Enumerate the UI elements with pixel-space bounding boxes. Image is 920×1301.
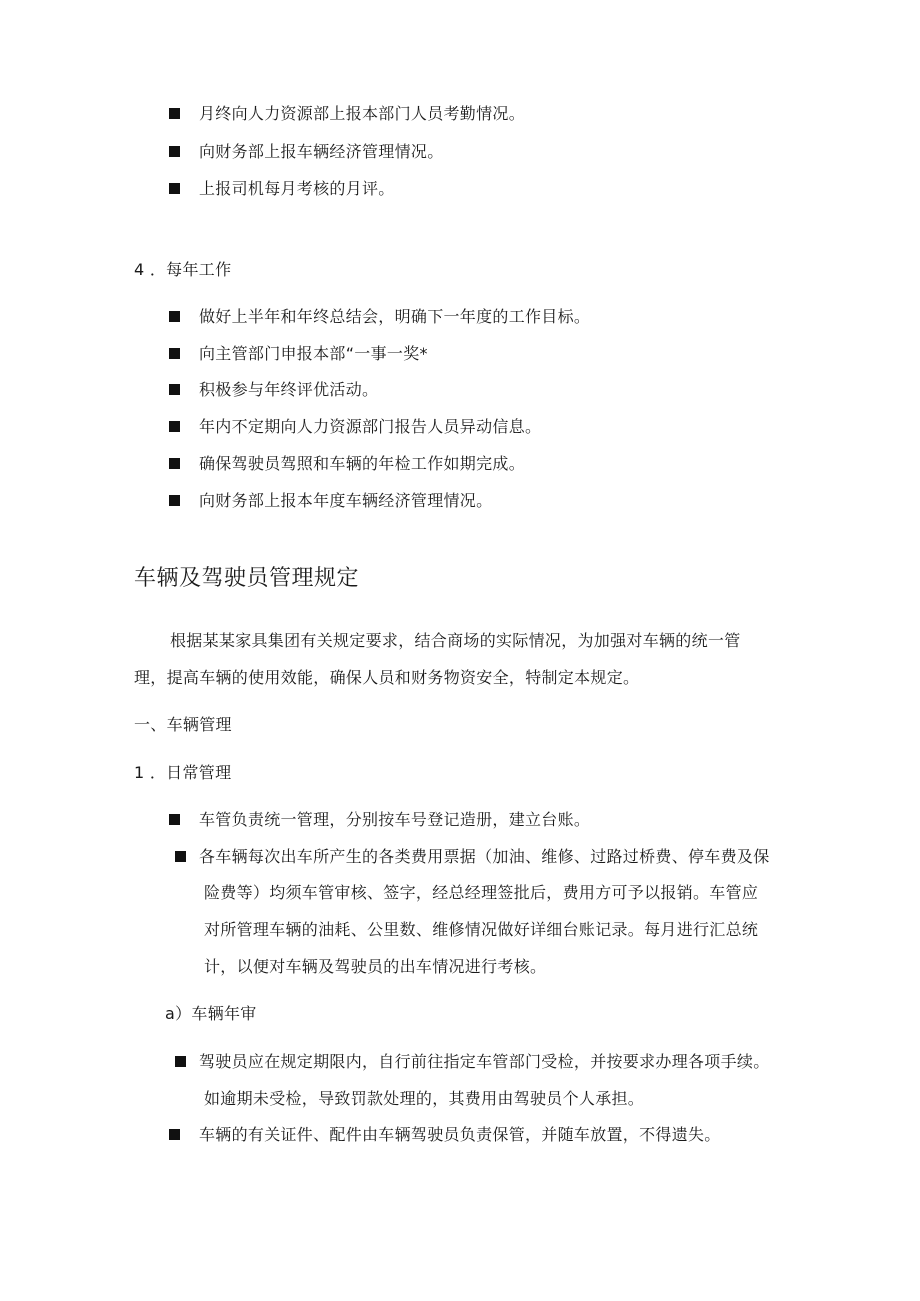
square-bullet-icon (169, 146, 180, 157)
square-bullet-icon (175, 1056, 186, 1067)
list-item-line: 如逾期未受检，导致罚款处理的，其费用由驾驶员个人承担。 (204, 1089, 645, 1108)
list-item: 做好上半年和年终总结会，明确下一年度的工作目标。 (199, 307, 591, 326)
subsection-heading: 1 ．日常管理 (134, 763, 232, 782)
section-heading: 一、车辆管理 (134, 715, 232, 734)
square-bullet-icon (169, 311, 180, 322)
list-item: 向财务部上报本年度车辆经济管理情况。 (199, 491, 493, 510)
square-bullet-icon (175, 851, 186, 862)
list-item: 月终向人力资源部上报本部门人员考勤情况。 (199, 104, 526, 123)
square-bullet-icon (169, 183, 180, 194)
square-bullet-icon (169, 495, 180, 506)
intro-line: 理，提高车辆的使用效能，确保人员和财务物资安全，特制定本规定。 (134, 668, 640, 687)
yearly-heading: 4 ．每年工作 (134, 260, 232, 279)
square-bullet-icon (169, 384, 180, 395)
list-item: 上报司机每月考核的月评。 (199, 179, 395, 198)
list-item-line: 险费等）均须车管审核、签字，经总经理签批后，费用方可予以报销。车管应 (204, 883, 759, 902)
square-bullet-icon (169, 458, 180, 469)
square-bullet-icon (169, 108, 180, 119)
list-item: 积极参与年终评优活动。 (199, 380, 379, 399)
square-bullet-icon (169, 348, 180, 359)
list-item: 车辆的有关证件、配件由车辆驾驶员负责保管，并随车放置，不得遗失。 (199, 1125, 721, 1144)
square-bullet-icon (169, 814, 180, 825)
list-item: 向财务部上报车辆经济管理情况。 (199, 142, 444, 161)
list-item: 年内不定期向人力资源部门报告人员异动信息。 (199, 417, 542, 436)
list-item: 确保驾驶员驾照和车辆的年检工作如期完成。 (199, 454, 526, 473)
intro-line: 根据某某家具集团有关规定要求，结合商场的实际情况，为加强对车辆的统一管 (170, 631, 741, 650)
square-bullet-icon (169, 421, 180, 432)
list-item-line: 各车辆每次出车所产生的各类费用票据（加油、维修、过路过桥费、停车费及保 (199, 847, 770, 866)
subsection-heading: a）车辆年审 (165, 1004, 257, 1023)
list-item-line: 计，以便对车辆及驾驶员的出车情况进行考核。 (204, 957, 547, 976)
section-title: 车辆及驾驶员管理规定 (134, 566, 360, 591)
list-item: 车管负责统一管理，分别按车号登记造册，建立台账。 (199, 810, 591, 829)
list-item: 向主管部门申报本部“一事一奖* (199, 344, 428, 363)
square-bullet-icon (169, 1129, 180, 1140)
list-item-line: 驾驶员应在规定期限内，自行前往指定车管部门受检，并按要求办理各项手续。 (199, 1052, 770, 1071)
list-item-line: 对所管理车辆的油耗、公里数、维修情况做好详细台账记录。每月进行汇总统 (204, 920, 759, 939)
